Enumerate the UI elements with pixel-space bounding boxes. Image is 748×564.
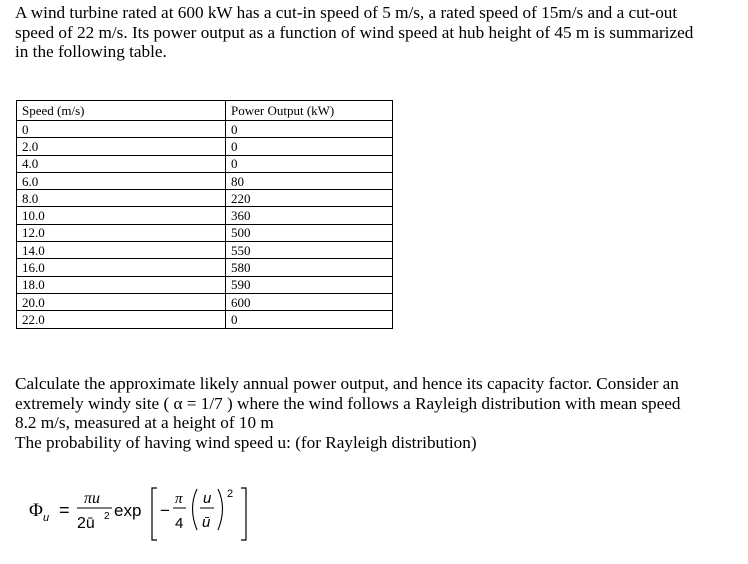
table-row — [17, 155, 393, 172]
formula-lhs: Φ — [29, 500, 43, 521]
formula-numerator: πu — [84, 490, 101, 507]
table-row — [17, 242, 393, 259]
table-row — [17, 190, 393, 207]
intro-line: in the following table. — [15, 42, 167, 61]
speed-cell: 10.0 — [17, 207, 226, 224]
table-header-row — [17, 101, 393, 121]
formula-exp: exp — [114, 501, 142, 520]
formula-ratio-denominator: ū — [202, 514, 211, 531]
column-header-speed: Speed (m/s) — [17, 101, 226, 121]
formula-graphic — [0, 470, 400, 550]
power-cell: 550 — [226, 242, 393, 259]
formula-denominator: 2ū — [77, 515, 95, 532]
table-row — [17, 276, 393, 293]
table-row — [17, 224, 393, 241]
question-line: extremely windy site ( α = 1/7 ) where the wind follows a Rayleigh distribution with mean speed — [15, 393, 681, 413]
power-cell: 0 — [226, 138, 393, 155]
power-cell: 80 — [226, 172, 393, 189]
speed-cell: 6.0 — [17, 172, 226, 189]
left-bracket-icon — [152, 488, 157, 540]
table-row — [17, 293, 393, 310]
question-line: The probability of having wind speed u: (for Rayleigh distribution) — [15, 432, 477, 452]
table-row — [17, 172, 393, 189]
power-cell: 590 — [226, 276, 393, 293]
intro-line: A wind turbine rated at 600 kW has a cut-in speed of 5 m/s, a rated speed of 15m/s and a cut-out — [15, 3, 678, 22]
formula-minus: − — [160, 501, 170, 520]
intro-line: speed of 22 m/s. Its power output as a function of wind speed at hub height of 45 m is summarized — [15, 22, 694, 42]
speed-cell: 0 — [17, 121, 226, 138]
power-cell: 220 — [226, 190, 393, 207]
table-row — [17, 207, 393, 224]
left-paren-icon — [193, 489, 198, 530]
speed-cell: 22.0 — [17, 311, 226, 328]
power-cell: 0 — [226, 155, 393, 172]
formula-ratio-numerator: u — [203, 490, 212, 507]
power-cell: 0 — [226, 311, 393, 328]
table-row — [17, 138, 393, 155]
problem-intro — [15, 3, 743, 62]
table-row — [17, 259, 393, 276]
speed-cell: 2.0 — [17, 138, 226, 155]
power-cell: 0 — [226, 121, 393, 138]
formula-lhs-subscript: u — [43, 512, 50, 524]
right-bracket-icon — [241, 488, 246, 540]
speed-cell: 20.0 — [17, 293, 226, 310]
rayleigh-formula — [0, 470, 400, 550]
table-body — [17, 121, 393, 329]
question-line: Calculate the approximate likely annual power output, and hence its capacity factor. Consider an — [15, 374, 679, 393]
question-line: 8.2 m/s, measured at a height of 10 m — [15, 413, 274, 433]
speed-cell: 12.0 — [17, 224, 226, 241]
table-row — [17, 121, 393, 138]
formula-inner-numerator: π — [175, 491, 183, 507]
power-cell: 580 — [226, 259, 393, 276]
formula-inner-denominator: 4 — [175, 515, 184, 532]
power-cell: 360 — [226, 207, 393, 224]
column-header-power: Power Output (kW) — [226, 101, 393, 121]
power-curve-table — [16, 100, 393, 329]
power-cell: 500 — [226, 224, 393, 241]
speed-cell: 18.0 — [17, 276, 226, 293]
problem-question — [15, 374, 743, 452]
speed-cell: 16.0 — [17, 259, 226, 276]
formula-equals: = — [59, 500, 70, 520]
speed-cell: 4.0 — [17, 155, 226, 172]
formula-denominator-exponent: 2 — [104, 511, 110, 522]
speed-cell: 14.0 — [17, 242, 226, 259]
right-paren-icon — [218, 489, 223, 530]
power-cell: 600 — [226, 293, 393, 310]
speed-cell: 8.0 — [17, 190, 226, 207]
table-row — [17, 311, 393, 328]
formula-power: 2 — [227, 488, 234, 500]
